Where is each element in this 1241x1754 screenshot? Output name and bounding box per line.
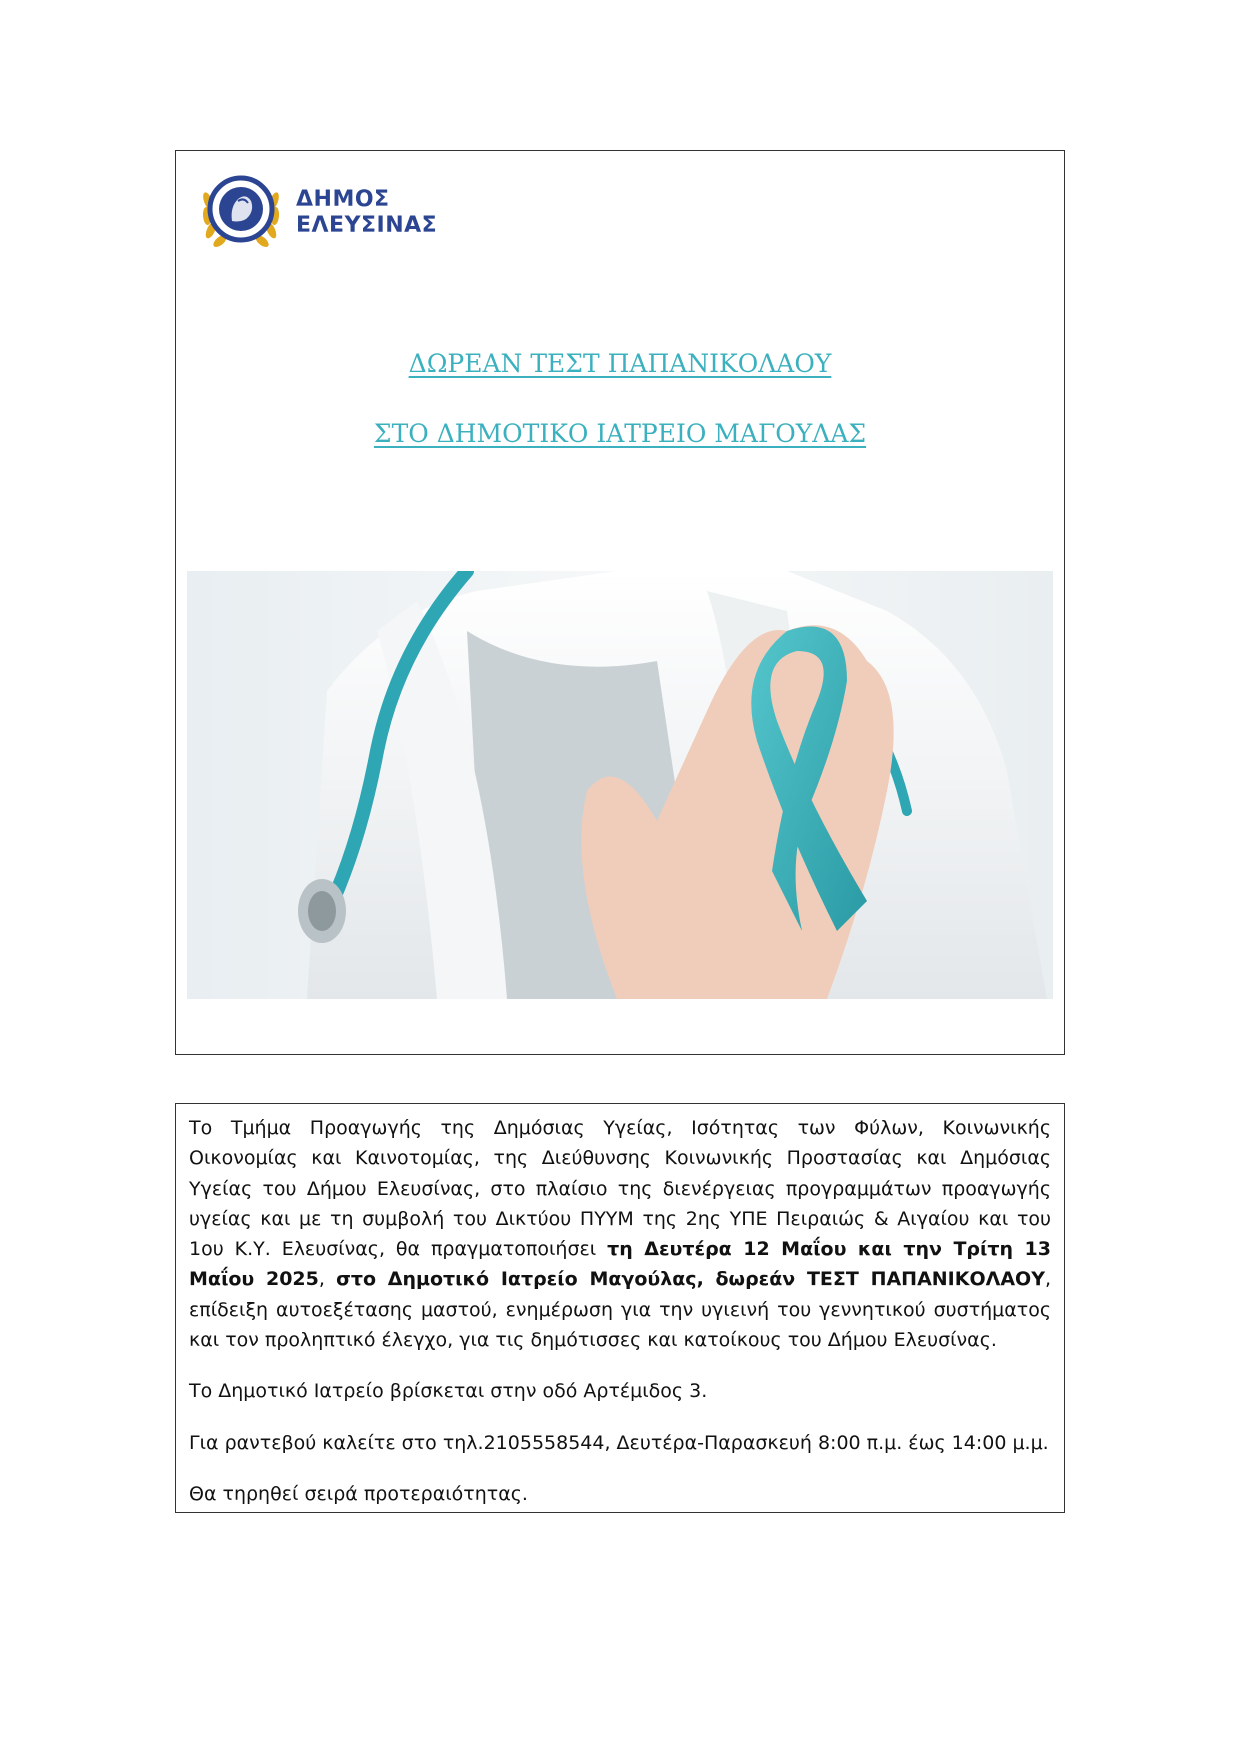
- municipality-name-line1: ΔΗΜΟΣ: [296, 187, 390, 212]
- announcement-rest: , επίδειξη αυτοεξέτασης μαστού, ενημέρωση για την υγιεινή του γεννητικού συστήματος και τον προληπτικό έλεγχο, για τις δημότισσες και κατοίκους του Δήμου Ελευσίνας.: [189, 1268, 1051, 1352]
- headline-line1-text: ΔΩΡΕΑΝ ΤΕΣΤ ΠΑΠΑΝΙΚΟΛΑΟΥ: [408, 349, 832, 378]
- announcement-paragraph: [189, 1113, 1051, 1355]
- municipality-logo: [194, 161, 484, 251]
- headline-line2: [176, 419, 1064, 448]
- poster-frame: [175, 150, 1065, 1055]
- doctor-ribbon-photo: [187, 571, 1053, 999]
- announcement-place: στο Δημοτικό Ιατρείο Μαγούλας, δωρεάν ΤΕΣΤ ΠΑΠΑΝΙΚΟΛΑΟΥ: [336, 1268, 1045, 1291]
- appointment-info: Για ραντεβού καλείτε στο τηλ.2105558544, Δευτέρα-Παρασκευή 8:00 π.μ. έως 14:00 μ.μ.: [189, 1431, 1049, 1454]
- municipality-name: [296, 187, 437, 239]
- priority-note: Θα τηρηθεί σειρά προτεραιότητας.: [189, 1482, 528, 1505]
- announcement-text-box: [175, 1103, 1065, 1513]
- clinic-address: Το Δημοτικό Ιατρείο βρίσκεται στην οδό Αρτέμιδος 3.: [189, 1380, 708, 1403]
- municipality-emblem-icon: [194, 161, 288, 255]
- announcement-comma: ,: [318, 1268, 337, 1291]
- announcement-dates: τη Δευτέρα 12 Μαΐου και την Τρίτη 13 Μαΐου 2025: [189, 1238, 1051, 1291]
- headline-line2-text: ΣΤΟ ΔΗΜΟΤΙΚΟ ΙΑΤΡΕΙΟ ΜΑΓΟΥΛΑΣ: [373, 419, 867, 448]
- headline-line1: [176, 349, 1064, 378]
- announcement-intro: Το Τμήμα Προαγωγής της Δημόσιας Υγείας, Ισότητας των Φύλων, Κοινωνικής Οικονομίας και Καινοτομίας, της Διεύθυνσης Κοινωνικής Προστασίας και Δημόσιας Υγείας του Δήμου Ελευσίνας, στο πλαίσιο της διενέργειας προγραμμάτων προαγωγής υγείας και με τη συμβολή του Δικτύου ΠΥΥΜ της 2ης ΥΠΕ Πειραιώς & Αιγαίου και του 1ου Κ.Υ. Ελευσίνας, θα πραγματοποιήσει: [189, 1117, 1051, 1261]
- municipality-name-line2: ΕΛΕΥΣΙΝΑΣ: [296, 213, 438, 238]
